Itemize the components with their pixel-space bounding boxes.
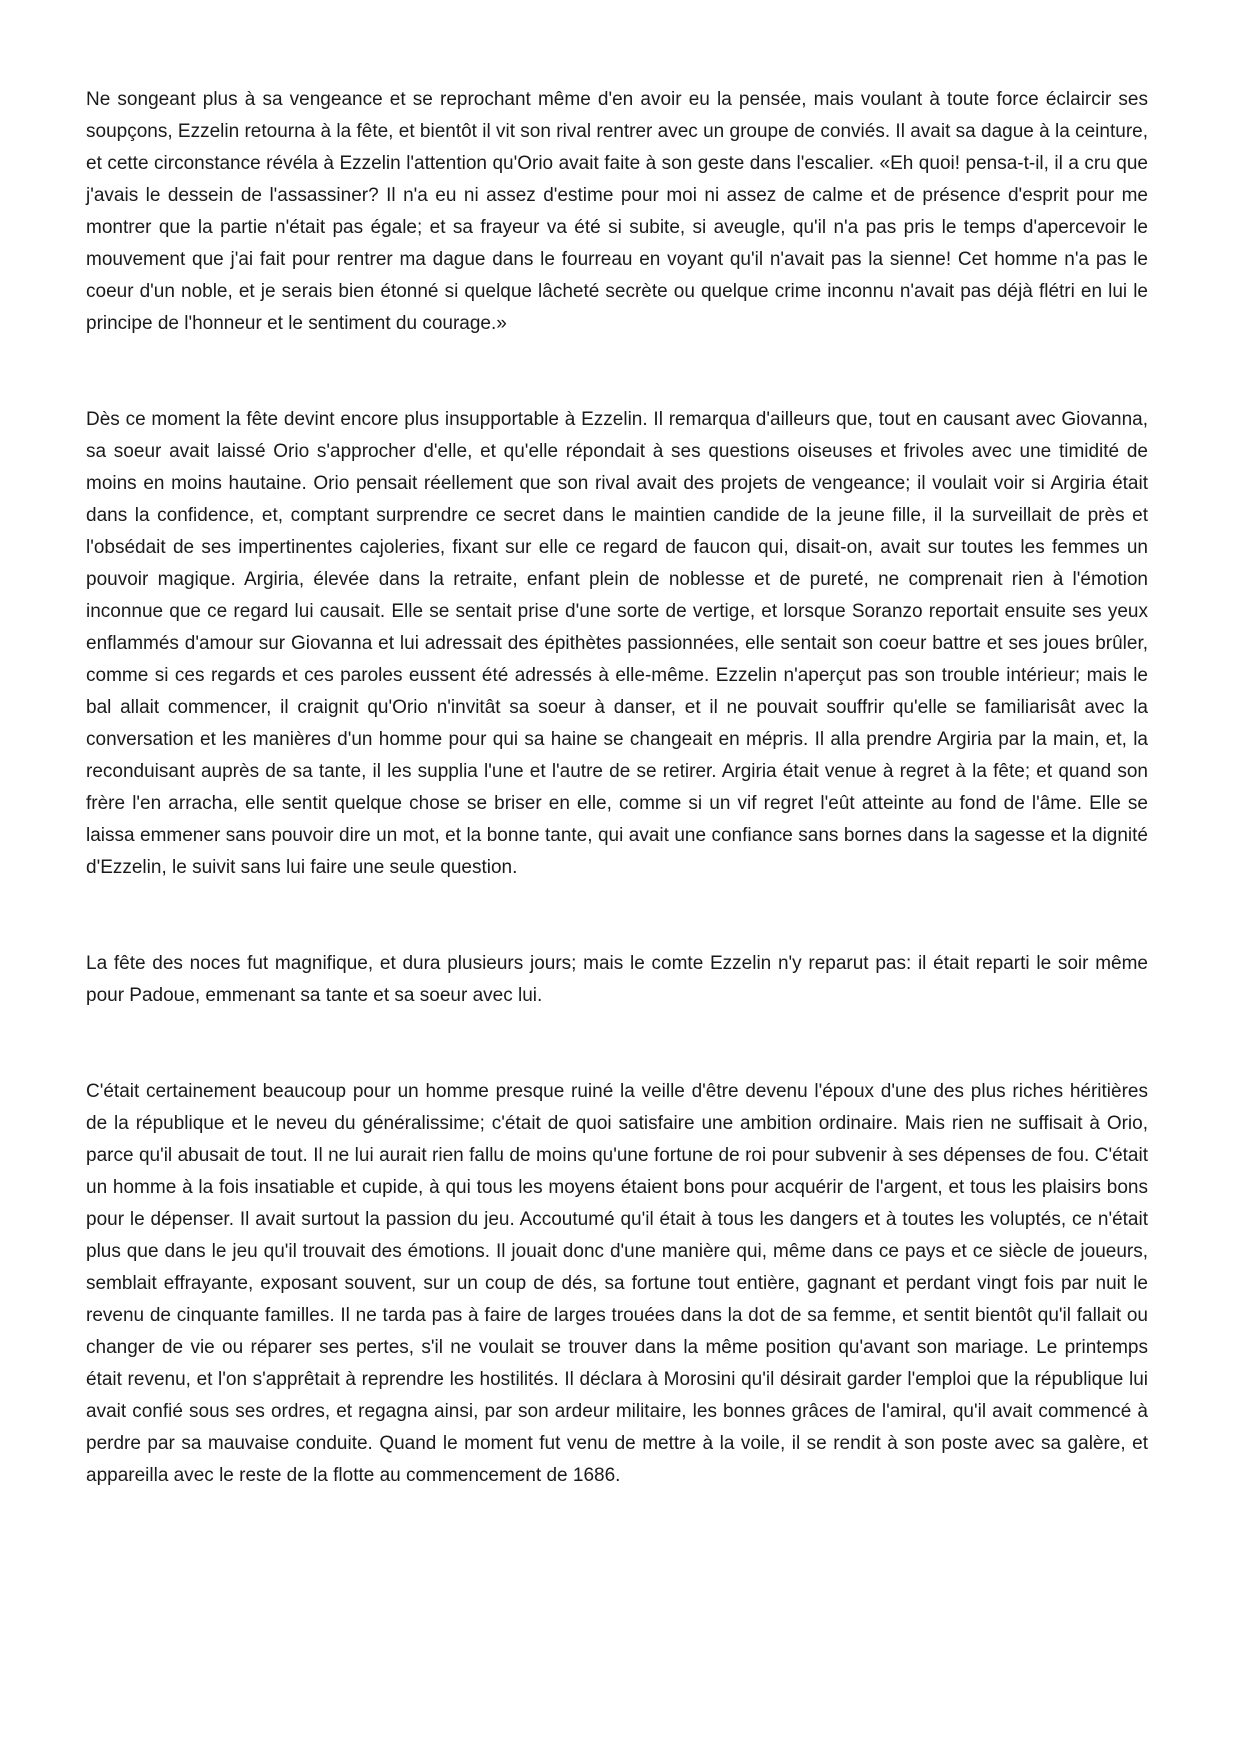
document-body bbox=[86, 84, 1148, 1492]
paragraph-1: Ne songeant plus à sa vengeance et se reprochant même d'en avoir eu la pensée, mais voulant à toute force éclaircir ses soupçons, Ezzelin retourna à la fête, et bientôt il vit son rival rentrer avec un groupe de conviés. Il avait sa dague à la ceinture, et cette circonstance révéla à Ezzelin l'attention qu'Orio avait faite à son geste dans l'escalier. «Eh quoi! pensa-t-il, il a cru que j'avais le dessein de l'assassiner? Il n'a eu ni assez d'estime pour moi ni assez de calme et de présence d'esprit pour me montrer que la partie n'était pas égale; et sa frayeur va été si subite, si aveugle, qu'il n'a pas pris le temps d'apercevoir le mouvement que j'ai fait pour rentrer ma dague dans le fourreau en voyant qu'il n'avait pas la sienne! Cet homme n'a pas le coeur d'un noble, et je serais bien étonné si quelque lâcheté secrète ou quelque crime inconnu n'avait pas déjà flétri en lui le principe de l'honneur et le sentiment du courage.» bbox=[86, 89, 1148, 334]
paragraph-4: C'était certainement beaucoup pour un homme presque ruiné la veille d'être devenu l'époux d'une des plus riches héritières de la république et le neveu du généralissime; c'était de quoi satisfaire une ambition ordinaire. Mais rien ne suffisait à Orio, parce qu'il abusait de tout. Il ne lui aurait rien fallu de moins qu'une fortune de roi pour subvenir à ses dépenses de fou. C'était un homme à la fois insatiable et cupide, à qui tous les moyens étaient bons pour acquérir de l'argent, et tous les plaisirs bons pour le dépenser. Il avait surtout la passion du jeu. Accoutumé qu'il était à tous les dangers et à toutes les voluptés, ce n'était plus que dans le jeu qu'il trouvait des émotions. Il jouait donc d'une manière qui, même dans ce pays et ce siècle de joueurs, semblait effrayante, exposant souvent, sur un coup de dés, sa fortune tout entière, gagnant et perdant vingt fois par nuit le revenu de cinquante familles. Il ne tarda pas à faire de larges trouées dans la dot de sa femme, et sentit bientôt qu'il fallait ou changer de vie ou réparer ses pertes, s'il ne voulait se trouver dans la même position qu'avant son mariage. Le printemps était revenu, et l'on s'apprêtait à reprendre les hostilités. Il déclara à Morosini qu'il désirait garder l'emploi que la république lui avait confié sous ses ordres, et regagna ainsi, par son ardeur militaire, les bonnes grâces de l'amiral, qu'il avait commencé à perdre par sa mauvaise conduite. Quand le moment fut venu de mettre à la voile, il se rendit à son poste avec sa galère, et appareilla avec le reste de la flotte au commencement de 1686. bbox=[86, 1081, 1148, 1486]
paragraph-3: La fête des noces fut magnifique, et dura plusieurs jours; mais le comte Ezzelin n'y reparut pas: il était reparti le soir même pour Padoue, emmenant sa tante et sa soeur avec lui. bbox=[86, 953, 1148, 1006]
paragraph-2: Dès ce moment la fête devint encore plus insupportable à Ezzelin. Il remarqua d'ailleurs que, tout en causant avec Giovanna, sa soeur avait laissé Orio s'approcher d'elle, et qu'elle répondait à ses questions oiseuses et frivoles avec une timidité de moins en moins hautaine. Orio pensait réellement que son rival avait des projets de vengeance; il voulait voir si Argiria était dans la confidence, et, comptant surprendre ce secret dans le maintien candide de la jeune fille, il la surveillait de près et l'obsédait de ses impertinentes cajoleries, fixant sur elle ce regard de faucon qui, disait-on, avait sur toutes les femmes un pouvoir magique. Argiria, élevée dans la retraite, enfant plein de noblesse et de pureté, ne comprenait rien à l'émotion inconnue que ce regard lui causait. Elle se sentait prise d'une sorte de vertige, et lorsque Soranzo reportait ensuite ses yeux enflammés d'amour sur Giovanna et lui adressait des épithètes passionnées, elle sentait son coeur battre et ses joues brûler, comme si ces regards et ces paroles eussent été adressés à elle-même. Ezzelin n'aperçut pas son trouble intérieur; mais le bal allait commencer, il craignit qu'Orio n'invitât sa soeur à danser, et il ne pouvait souffrir qu'elle se familiarisât avec la conversation et les manières d'un homme pour qui sa haine se changeait en mépris. Il alla prendre Argiria par la main, et, la reconduisant auprès de sa tante, il les supplia l'une et l'autre de se retirer. Argiria était venue à regret à la fête; et quand son frère l'en arracha, elle sentit quelque chose se briser en elle, comme si un vif regret l'eût atteinte au fond de l'âme. Elle se laissa emmener sans pouvoir dire un mot, et la bonne tante, qui avait une confiance sans bornes dans la sagesse et la dignité d'Ezzelin, le suivit sans lui faire une seule question. bbox=[86, 409, 1148, 878]
